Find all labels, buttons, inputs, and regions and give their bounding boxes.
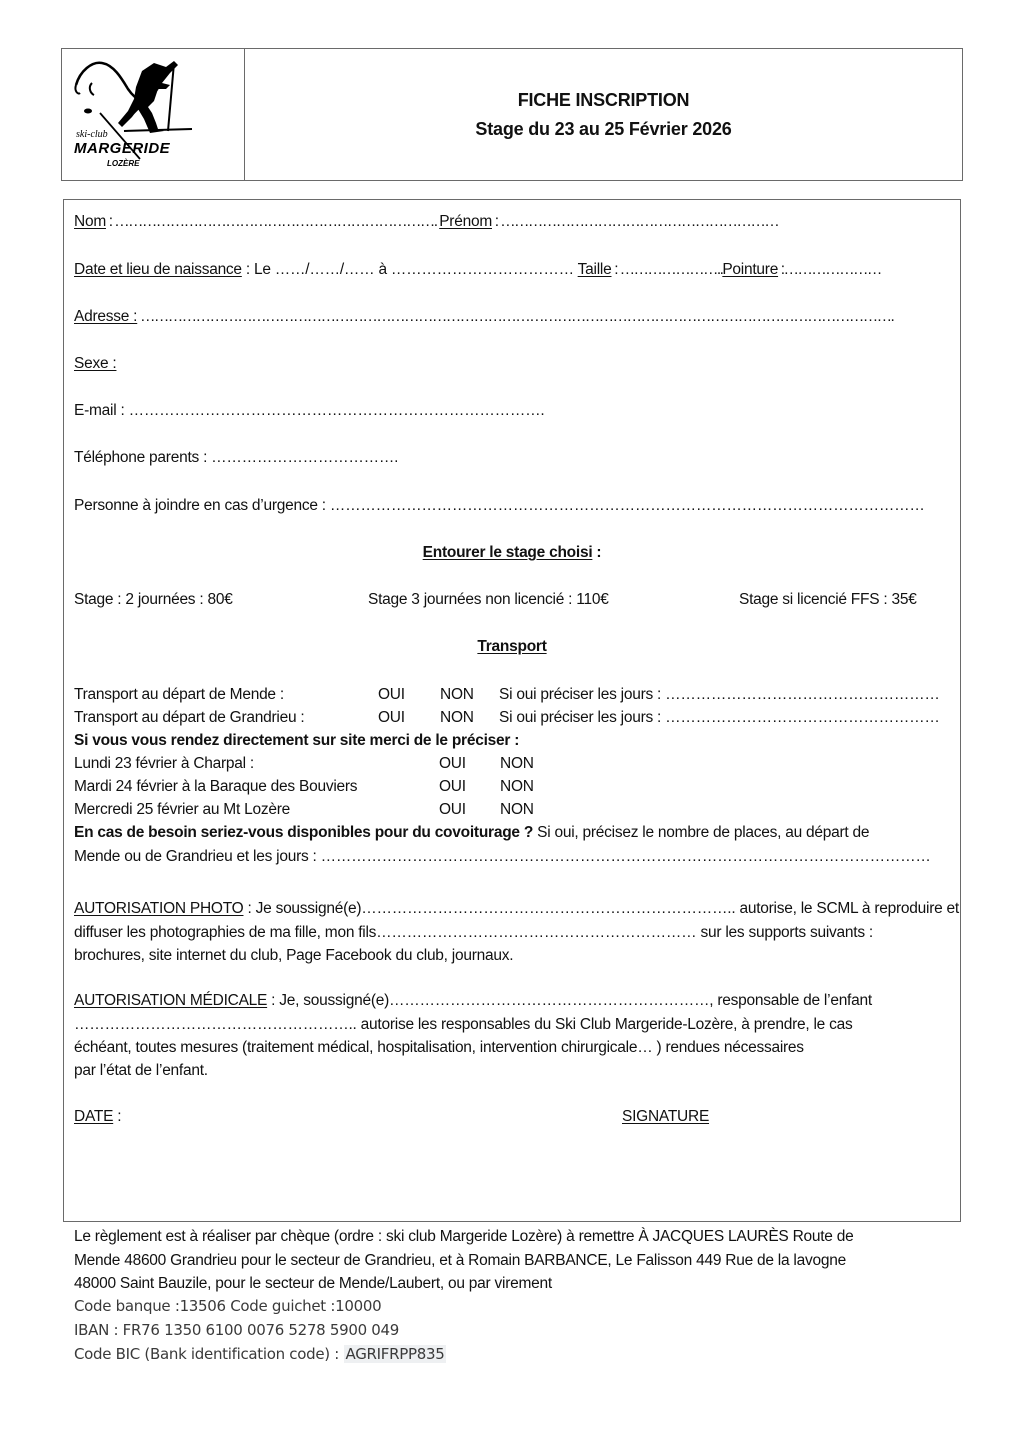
telephone-field[interactable]: Téléphone parents : ………………………………. [74,449,399,466]
photo-authorization-label: AUTORISATION PHOTO [74,900,244,917]
site-bouviers-non[interactable]: NON [500,778,534,795]
logo-region: LOZÈRE [107,159,140,168]
iban: IBAN : FR76 1350 6100 0076 5278 5900 049 [74,1321,400,1339]
sexe-row [74,353,116,375]
taille-label: Taille [577,261,612,278]
photo-authorization-line1 [74,898,959,920]
naissance-field[interactable]: : Le ……/……/…… à ……………………………… [241,261,578,278]
prenom-label: Prénom [439,213,492,230]
sexe-label[interactable]: Sexe : [74,355,117,372]
transport-grandrieu-jours-field[interactable]: Si oui préciser les jours : ……………………………………………… [499,709,940,726]
site-mt-lozere-non[interactable]: NON [500,801,534,818]
site-mt-lozere-oui[interactable]: OUI [439,801,466,818]
pointure-field[interactable]: :………………… [778,261,881,278]
payment-line-1: Le règlement est à réaliser par chèque (ordre : ski club Margeride Lozère) à remettre À JACQUES LAURÈS Route de [74,1228,854,1245]
payment-line-2: Mende 48600 Grandrieu pour le secteur de Grandrieu, et à Romain BARBANCE, Le Falisson 449 Rue de la lavogne [74,1251,846,1269]
site-mt-lozere-label: Mercredi 25 février au Mt Lozère [74,801,290,818]
site-bouviers-oui[interactable]: OUI [439,778,466,795]
medical-soussigne-field[interactable]: : Je, soussigné(e)………………………………………………………, responsable de l’enfant [267,992,872,1009]
transport-grandrieu-label: Transport au départ de Grandrieu : [74,709,305,726]
transport-grandrieu-non[interactable]: NON [440,709,474,726]
covoiturage-question: En cas de besoin seriez-vous disponibles pour du covoiturage ? Si oui, précisez le nombre de places, au départ de [74,824,870,841]
taille-field[interactable]: : ………………….. [611,261,723,278]
transport-mende-oui[interactable]: OUI [378,686,405,703]
bic-value: AGRIFRPP835 [345,1345,445,1363]
header-box [61,48,963,181]
prenom-field[interactable]: : …………………………………………………… [492,213,779,230]
email-field[interactable]: E-mail : ………………………………………………………………………. [74,402,545,419]
title-cell [245,49,962,180]
naissance-label: Date et lieu de naissance [74,261,242,278]
medical-authorization-label: AUTORISATION MÉDICALE [74,992,268,1009]
page-title: FICHE INSCRIPTION [517,89,690,110]
photo-authorization-line3: brochures, site internet du club, Page Facebook du club, journaux. [74,947,514,964]
signature-label: SIGNATURE [622,1108,710,1125]
adresse-field[interactable]: ………………………………………………………………………………………………………………………………………………. [137,308,894,325]
transport-grandrieu-oui[interactable]: OUI [378,709,405,726]
nom-field[interactable]: : ……………………………………………………………. [105,213,440,230]
medical-authorization-line4: par l’état de l’enfant. [74,1062,208,1079]
bic-row [74,1342,446,1366]
logo-name: MARGERIDE [74,140,171,157]
urgence-contact-field[interactable]: Personne à joindre en cas d’urgence : ……………………………………………………………………………………………………… [74,497,925,514]
club-logo [62,49,245,180]
stage-option-2-jours[interactable]: Stage : 2 journées : 80€ [74,591,233,608]
naissance-row [74,259,881,281]
cross-country-skier-logo-icon [62,49,242,179]
bank-codes: Code banque :13506 Code guichet :10000 [74,1297,382,1315]
nom-prenom-row [74,211,778,233]
logo-club-label: ski-club [76,129,108,140]
date-field[interactable]: DATE : [74,1108,122,1125]
payment-line-3: 48000 Saint Bauzile, pour le secteur de Mende/Laubert, ou par virement [74,1275,552,1292]
site-charpal-non[interactable]: NON [500,755,534,772]
stage-option-licencie-ffs[interactable]: Stage si licencié FFS : 35€ [739,591,917,608]
medical-authorization-line2[interactable]: ……………………………………………….. autorise les responsables du Ski Club Margeride-Lozère, à prendre, le cas [74,1016,853,1033]
direct-site-heading: Si vous vous rendez directement sur site merci de le préciser : [74,732,520,749]
transport-mende-non[interactable]: NON [440,686,474,703]
site-charpal-label: Lundi 23 février à Charpal : [74,755,254,772]
pointure-label: Pointure [722,261,779,278]
medical-authorization-line1 [74,990,872,1012]
site-charpal-oui[interactable]: OUI [439,755,466,772]
transport-mende-jours-field[interactable]: Si oui préciser les jours : ……………………………………………… [499,686,940,703]
site-bouviers-label: Mardi 24 février à la Baraque des Bouviers [74,778,358,795]
adresse-row [74,306,893,328]
covoiturage-field[interactable]: Mende ou de Grandrieu et les jours : ………………………………………………………………………………………………………… [74,848,931,865]
adresse-label: Adresse : [74,308,138,325]
stage-option-3-jours-non-licencie[interactable]: Stage 3 journées non licencié : 110€ [368,591,609,608]
photo-authorization-line2[interactable]: diffuser les photographies de ma fille, mon fils……………………………………………………… sur les supports suivants : [74,924,873,941]
transport-mende-label: Transport au départ de Mende : [74,686,284,703]
page-subtitle: Stage du 23 au 25 Février 2026 [475,118,732,139]
nom-label: Nom [74,213,106,230]
date-label: DATE [74,1108,114,1125]
transport-heading: Transport [477,638,547,655]
stage-heading: Entourer le stage choisi : [422,544,602,561]
payment-instructions [74,1225,853,1296]
bic-label: Code BIC (Bank identification code) : [74,1345,344,1363]
signature-field[interactable] [622,1106,709,1128]
medical-authorization-line3: échéant, toutes mesures (traitement médical, hospitalisation, intervention chirurgicale… ) rendues nécessaires [74,1039,804,1056]
photo-soussigne-field[interactable]: : Je soussigné(e)……………………………………………………………….. autorise, le SCML à reproduire et [243,900,959,917]
